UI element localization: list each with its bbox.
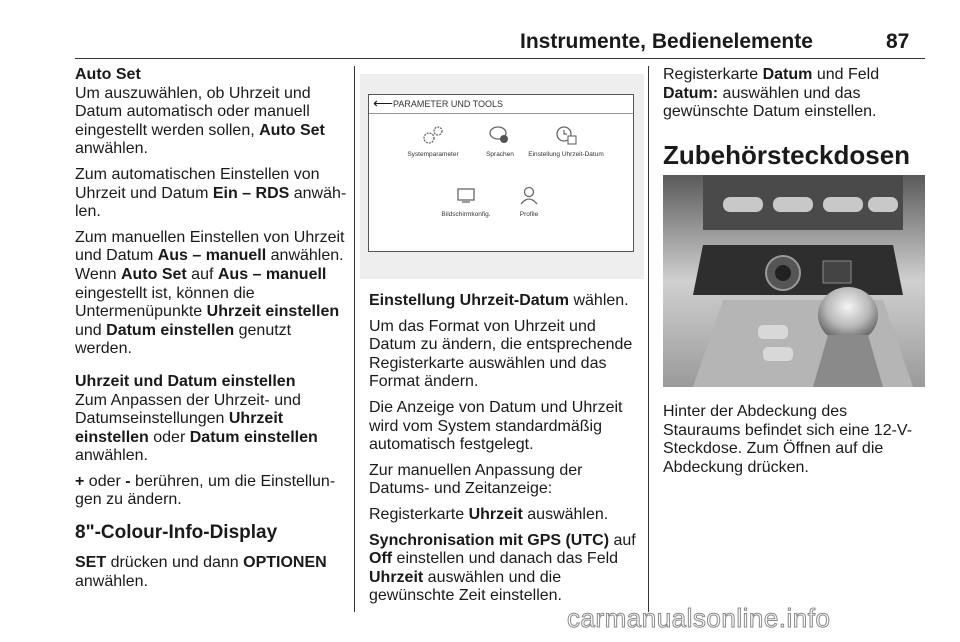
app-languages[interactable]: Sprachen [460,125,540,158]
display-heading: 8"-Colour-Info-Display [75,522,278,544]
display-screen [368,94,634,252]
column-2 [369,292,644,613]
app-time-date[interactable]: Einstellung Uhrzeit-Datum [521,125,611,158]
paragraph-plus-minus: + oder - berühren, um die Einstellungen zu ändern. [75,472,336,509]
accessory-sockets-heading: Zubehörsteckdosen [663,139,911,170]
time-date-section: Uhrzeit und Datum einstellen Zum Anpassen der Uhrzeit- und Datumseinstellungen Uhrzeit einstellen oder Datum einstellen anwählen. [75,372,318,465]
speech-bubble-icon [488,125,512,145]
paragraph-date-tab: Registerkarte Datum und Feld Datum: auswählen und das gewünschte Datum einstellen. [663,66,880,121]
app-profiles[interactable]: Profile [489,185,569,218]
column-divider-2 [648,66,649,612]
paragraph-set: SET drücken und dann OPTIONEN anwählen. [75,554,327,590]
back-arrow-icon: ⟵ [373,95,394,111]
app-system-parameters[interactable]: Systemparameter [393,125,473,158]
paragraph-select-time-date: Einstellung Uhrzeit-Datum wählen. [369,292,629,309]
auto-set-heading: Auto Set Um auszuwählen, ob Uhrzeit und Datum automatisch oder manuell eingestellt werden sollen, Auto Set anwählen. [75,66,325,158]
column-3-lower [663,403,928,484]
watermark: carmanualsonline.info [567,603,831,633]
paragraph-manual: Zum manuellen Einstellen von Uhrzeit und Datum Aus – manuell anwählen. Wenn Auto Set auf Aus – manuell eingestellt ist, können die Untermenüpunkte Uhrzeit einstellen und Datum einstellen genutzt werden. [75,228,345,358]
gears-icon [421,125,445,145]
screen-illustration [360,74,644,279]
column-3 [663,66,928,186]
monitor-icon [454,185,478,205]
page-number: 87 [886,30,910,53]
socket-photo [663,175,925,387]
screen-title-bar [369,95,633,114]
column-1 [75,66,350,598]
app-display-config[interactable]: Bildschirmkonfig. [426,185,506,218]
paragraph-auto: Zum automatischen Einstellen von Uhrzeit und Datum Ein – RDS anwählen. [75,165,347,221]
clock-calendar-icon [554,125,578,145]
paragraph-time-tab: Registerkarte Uhrzeit auswählen. [369,505,609,523]
header-title: Instrumente, Bedienelemente [520,30,813,53]
paragraph-format: Um das Format von Uhrzeit und Datum zu ändern, die entsprechende Registerkarte auswählen und das Format ändern. [369,317,633,391]
paragraph-gps-sync: Synchronisation mit GPS (UTC) auf Off einstellen und danach das Feld Uhrzeit auswählen und die gewünschte Zeit einstellen. [369,531,636,605]
paragraph-manual-adjust: Zur manuellen Anpassung der Datums- und Zeitanzeige: [369,461,583,498]
paragraph-socket: Hinter der Abdeckung des Stauraums befindet sich eine 12-V-Steckdose. Zum Öffnen auf die Abdeckung drücken. [663,403,913,476]
paragraph-default: Die Anzeige von Datum und Uhrzeit wird vom System standardmäßig automatisch festgelegt. [369,398,623,454]
header-rule [75,58,925,59]
person-icon [517,185,541,205]
screen-title: PARAMETER UND TOOLS [393,99,504,109]
column-divider-1 [354,66,355,612]
